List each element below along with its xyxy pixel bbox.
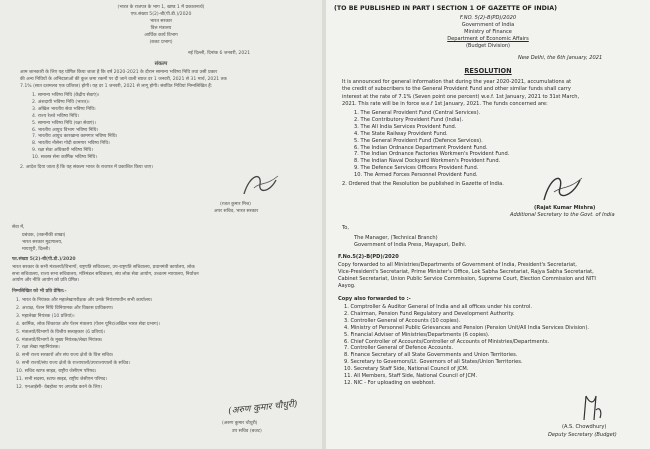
copy-recipient-item: 6. Chief Controller of Accounts/Controller of Accounts of Ministries/Departments. [344, 338, 550, 345]
fund-list-item: 6. The Indian Ordnance Department Provident Fund. [354, 144, 488, 151]
hindi-signatory-2-name: (अरुण कुमार चौधुरी) [222, 421, 258, 426]
fund-list-item: 6. भारतीय आयुध विभाग भविष्य निधि। [32, 127, 99, 133]
fund-list-item: 2. The Contributory Provident Fund (India). [354, 116, 464, 123]
copy-recipient-item: 4. कार्मिक, लोक शिकायत और पेंशन मंत्रालय (पेंशन यूनिट/अखिल भारत सेवा प्रभाग)। [16, 321, 161, 327]
copy-recipient-item: 12. NIC - For uploading on webhost. [344, 379, 436, 386]
paragraph-line: 7.1% (सात दशमलव एक प्रतिशत) होगी। यह दर 1 जनवरी, 2021 से लागू होगी। संबंधित निधियां निम्नलिखित हैं: [20, 83, 213, 89]
fund-list-item: 10. सशस्त्र सेना कार्मिक भविष्य निधि। [32, 155, 97, 161]
english-manager-line-2: Government of India Press, Mayapuri, Delhi. [354, 242, 467, 248]
hindi-govt: भारत सरकार [150, 19, 172, 24]
paragraph-line: आयोग और नीति आयोग को प्रति प्रेषित। [12, 278, 80, 284]
paragraph-line: आम जानकारी के लिए यह घोषित किया जाता है कि वर्ष 2020-2021 के दौरान सामान्य भविष्य निधि तथा उसी प्रकार [20, 70, 218, 75]
fund-list-item: 4. The State Railway Provident Fund. [354, 130, 448, 137]
english-signatory-1-designation: Additional Secretary to the Govt. of India [510, 212, 615, 218]
paragraph-line: सभा सचिवालय, राज्य सभा सचिवालय, मंत्रिमंडल सचिवालय, संघ लोक सेवा आयोग, उच्चतम न्यायालय, निर्वाचन [12, 271, 199, 277]
english-division: (Budget Division) [465, 43, 511, 49]
hindi-signatory-1-name: (रजत कुमार मिश्र) [220, 202, 251, 207]
english-signature-1-mark [538, 172, 586, 206]
hindi-file-no: एफ.संख्या 5(2)-बी(पी.डी.)/2020 [130, 12, 192, 17]
copy-recipient-item: 7. रक्षा लेखा महानियंत्रक। [16, 345, 60, 351]
english-govt: Government of India [461, 22, 515, 28]
fund-list-item: 9. The Defence Services Officers Provident Fund. [354, 165, 479, 172]
fund-list-item: 7. The Indian Ordnance Factories Workmen's Provident Fund. [354, 151, 510, 158]
copy-recipient-item: 8. Finance Secretary of all State Governments and Union Territories. [344, 352, 518, 359]
hindi-manager-line-1: प्रबंधक, (तकनीकी शाखा) [22, 233, 66, 238]
copy-recipient-item: 8. सभी राज्य सरकारों और संघ राज्य क्षेत्रों के वित्त सचिव। [16, 353, 114, 359]
english-version [326, 0, 650, 449]
hindi-signatory-1-designation: अपर सचिव, भारत सरकार [214, 209, 259, 214]
copy-recipient-item: 5. Financial Adviser of Ministries/Departments (6 copies). [344, 331, 490, 338]
hindi-manager-line-3: मायापुरी, दिल्ली। [22, 247, 51, 252]
english-date-line: New Delhi, the 6th January, 2021 [518, 55, 603, 61]
paragraph-line: 2021. This rate will be in force w.e.f 1st January, 2021. The funds concerned are: [342, 100, 548, 107]
hindi-gazette-title: (भारत के राजपत्र के भाग 1, खण्ड 1 में प्रकाशनार्थ) [117, 5, 205, 10]
fund-list-item: 9. रक्षा सेवा अधिकारी भविष्य निधि। [32, 148, 93, 154]
copy-recipient-item: 11. सभी सदस्य, स्टाफ साइड, राष्ट्रीय जेसीएम परिषद। [16, 377, 107, 382]
copy-recipient-item: 9. Secretary to Governors/Lt. Governors of all States/Union Territories. [344, 359, 523, 366]
hindi-signature-1-mark [240, 170, 284, 200]
hindi-to: सेवा में, [12, 225, 25, 230]
fund-list-item: 10. The Armed Forces Personnel Provident Fund. [354, 172, 478, 179]
english-signatory-2-designation: Deputy Secretary (Budget) [548, 432, 617, 438]
hindi-manager-line-2: भारत सरकार मुद्रणालय, [22, 240, 63, 245]
paragraph-line: It is announced for general information that during the year 2020-2021, accumulations at [342, 79, 572, 85]
english-ministry: Ministry of Finance [464, 29, 512, 35]
english-heading: RESOLUTION [464, 67, 512, 75]
english-gazette-title: (TO BE PUBLISHED IN PART I SECTION 1 OF GAZETTE OF INDIA) [334, 5, 557, 12]
copy-recipient-item: 11. All Members, Staff Side, National Council of JCM. [344, 373, 478, 379]
copy-recipient-item: 2. अध्यक्ष, पेंशन निधि विनियामक और विकास प्राधिकरण। [16, 305, 114, 311]
paragraph-line: Copy forwarded to all Ministries/Departments of Government of India, President's Secretariat, [338, 262, 577, 268]
copy-recipient-item: 4. Ministry of Personnel Public Grievances and Pension (Pension Unit/All India Services Division). [344, 324, 589, 331]
english-signature-2-mark [576, 390, 606, 424]
english-manager-line-1: The Manager, (Technical Branch) [354, 235, 438, 241]
english-to: To, [342, 225, 349, 231]
copy-recipient-item: 7. Controller General of Defence Accounts. [344, 345, 453, 352]
copy-recipient-item: 6. मंत्रालयों/विभागों के मुख्य नियंत्रक/लेखा नियंत्रक। [16, 337, 103, 343]
paragraph-line: Cabinet Secretariat, Union Public Service Commission, Supreme Court, Election Commission and NITI [338, 275, 596, 282]
copy-recipient-item: 5. मंत्रालयों/विभागों के वित्तीय सलाहकार (6 प्रतियां)। [16, 329, 106, 335]
hindi-ministry: वित्त मंत्रालय [150, 26, 172, 31]
hindi-signature-2-mark: (अरुण कुमार चौधुरी) [227, 399, 298, 417]
hindi-signatory-2-designation: उप सचिव (बजट) [232, 429, 262, 434]
fund-list-item: 3. अखिल भारतीय सेवा भविष्य निधि। [32, 106, 96, 112]
english-file-no: F.NO. 5(2)-B(PD)/2020 [459, 15, 517, 21]
hindi-copy-also-heading: निम्नलिखित को भी प्रति प्रेषित:- [12, 289, 67, 294]
english-publish-order: 2. Ordered that the Resolution be published in Gazette of India. [342, 181, 504, 187]
copy-recipient-item: 10. सचिव स्टाफ साइड, राष्ट्रीय जेसीएम परिषद। [16, 369, 97, 375]
paragraph-line: Aayog. [338, 282, 356, 289]
fund-list-item: 1. The General Provident Fund (Central Services). [354, 110, 481, 116]
hindi-file-no-2: फा.संख्या 5(2)-बी(पी.डी.)/2020 [12, 257, 76, 262]
paragraph-line: Vice-President's Secretariat, Prime Minister's Office, Lok Sabha Secretariat, Rajya Sabha Secretariat, [338, 268, 594, 275]
hindi-date-line: नई दिल्ली, दिनांक 6 जनवरी, 2021 [188, 51, 251, 56]
hindi-publish-order: 2. आदेश दिया जाता है कि यह संकल्प भारत के राजपत्र में प्रकाशित किया जाए। [20, 165, 153, 170]
hindi-version [0, 0, 322, 449]
fund-list-item: 3. The All India Services Provident Fund. [354, 123, 457, 130]
hindi-heading: संकल्प [154, 61, 168, 67]
copy-recipient-item: 9. सभी राज्यों/संघ राज्य क्षेत्रों के राज्यपालों/उपराज्यपालों के सचिव। [16, 361, 131, 367]
fund-list-item: 1. सामान्य भविष्य निधि (केंद्रीय सेवाएं)। [32, 93, 100, 98]
fund-list-item: 5. The General Provident Fund (Defence Services). [354, 137, 483, 144]
english-signatory-2-name: (A.S. Chowdhury) [562, 424, 607, 430]
fund-list-item: 2. अंशदायी भविष्य निधि (भारत)। [32, 99, 90, 105]
fund-list-item: 4. राज्य रेलवे भविष्य निधि। [32, 113, 79, 119]
english-file-no-2: F.No.5(2)-B(PD)/2020 [338, 254, 399, 260]
copy-recipient-item: 12. एनआईसी- वेबहोस्ट पर अपलोड करने के लिए। [16, 384, 102, 390]
fund-list-item: 8. भारतीय नौसेना गोदी कामगार भविष्य निधि। [32, 141, 110, 147]
copy-recipient-item: 3. महालेखा नियंत्रक (10 प्रतियां)। [16, 313, 75, 319]
copy-recipient-item: 2. Chairman, Pension Fund Regulatory and Development Authority. [344, 310, 515, 317]
copy-recipient-item: 1. भारत के नियंत्रक और महालेखापरीक्षक और उनके नियंत्रणाधीन सभी कार्यालय। [16, 298, 153, 303]
english-copy-also-heading: Copy also forwarded to :- [338, 296, 411, 302]
copy-recipient-item: 1. Comptroller & Auditor General of India and all offices under his control. [344, 304, 532, 310]
english-signatory-1-name: (Rajat Kumar Mishra) [534, 205, 596, 211]
copy-recipient-item: 10. Secretary Staff Side, National Council of JCM. [344, 366, 469, 373]
fund-list-item: 8. The Indian Naval Dockyard Workmen's Provident Fund. [354, 158, 501, 165]
english-department: Department of Economic Affairs [447, 36, 529, 42]
fund-list-item: 5. सामान्य भविष्य निधि (रक्षा सेवाएं)। [32, 120, 97, 126]
hindi-department: आर्थिक कार्य विभाग [144, 33, 178, 38]
fund-list-item: 7. भारतीय आयुध कारखाना कामगार भविष्य निधि। [32, 134, 118, 140]
hindi-division: (बजट प्रभाग) [149, 40, 173, 45]
paragraph-line: भारत सरकार के सभी मंत्रालयों/विभागों, राष्ट्रपति सचिवालय, उप-राष्ट्रपति सचिवालय, प्रधानमंत्री कार्यालय, लोक [12, 265, 195, 270]
paragraph-line: the credit of subscribers to the General Provident Fund and other similar funds shall carry [342, 86, 571, 93]
copy-recipient-item: 3. Controller General of Accounts (10 copies). [344, 317, 461, 324]
paragraph-line: की अन्य निधियों के अभिदाताओं की कुल जमा रकमों पर दी जाने वाली ब्याज दर 1 जनवरी, 2021 से 31 मार्च, 2021 तक [20, 76, 227, 82]
paragraph-line: interest at the rate of 7.1% (Seven point one percent) w.e.f. 1st January, 2021 to 31st March, [342, 93, 580, 100]
